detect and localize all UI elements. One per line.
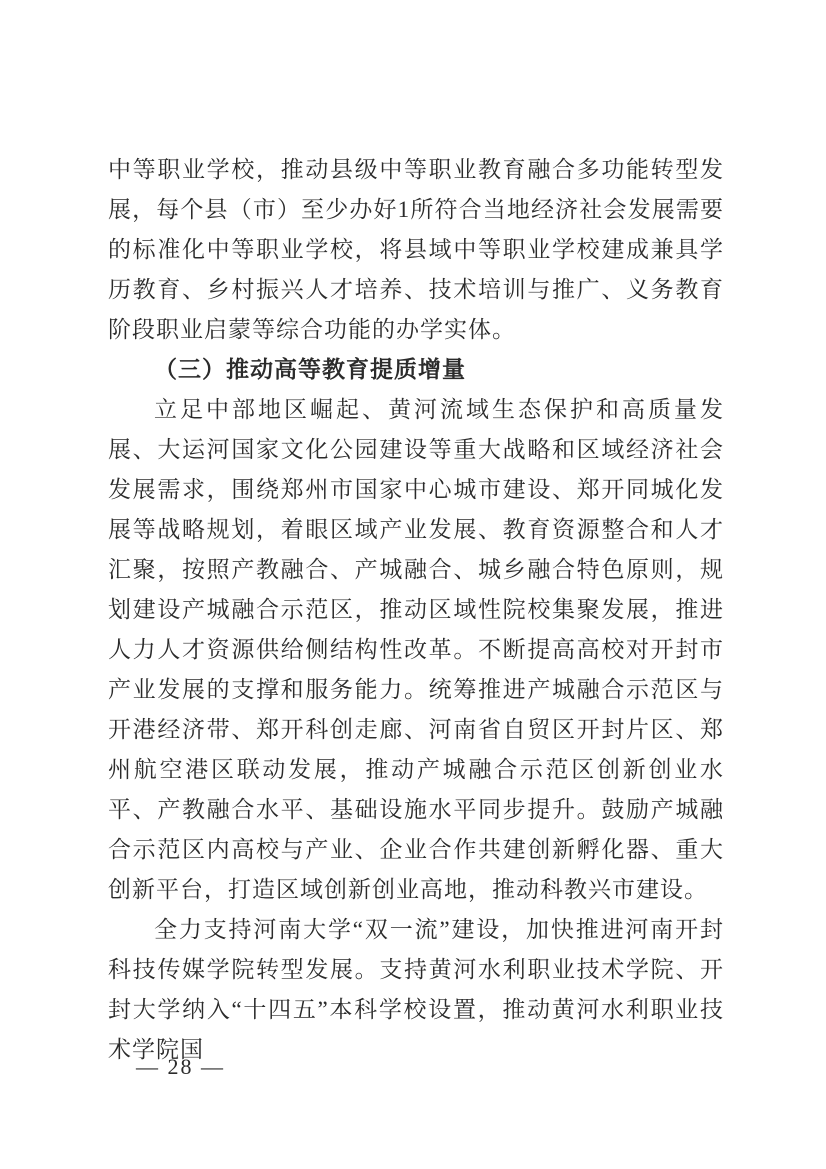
paragraph-continuation: 中等职业学校，推动县级中等职业教育融合多功能转型发展，每个县（市）至少办好1所符合当地经济社会发展需要的标准化中等职业学校，将县域中等职业学校建成兼具学历教育、乡村振兴人才培养、技术培训与推广、义务教育阶段职业启蒙等综合功能的办学实体。: [108, 157, 724, 342]
paragraph: 立足中部地区崛起、黄河流域生态保护和高质量发展、大运河国家文化公园建设等重大战略和区域经济社会发展需求，围绕郑州市国家中心城市建设、郑开同城化发展等战略规划，着眼区域产业发展、教育资源整合和人才汇聚，按照产教融合、产城融合、城乡融合特色原则，规划建设产城融合示范区，推动区域性院校集聚发展，推进人力人才资源供给侧结构性改革。不断提高高校对开封市产业发展的支撑和服务能力。统筹推进产城融合示范区与开港经济带、郑开科创走廊、河南省自贸区开封片区、郑州航空港区联动发展，推动产城融合示范区创新创业水平、产教融合水平、基础设施水平同步提升。鼓励产城融合示范区内高校与产业、企业合作共建创新孵化器、重大创新平台，打造区域创新创业高地，推动科教兴市建设。: [108, 397, 724, 902]
paragraph: 全力支持河南大学“双一流”建设，加快推进河南开封科技传媒学院转型发展。支持黄河水利职业技术学院、开封大学纳入“十四五”本科学校设置，推动黄河水利职业技术学院国: [108, 917, 724, 1062]
document-body: [108, 150, 724, 1070]
page-number: — 28 —: [136, 1054, 225, 1079]
section-heading: （三）推动高等教育提质增量: [154, 357, 466, 382]
